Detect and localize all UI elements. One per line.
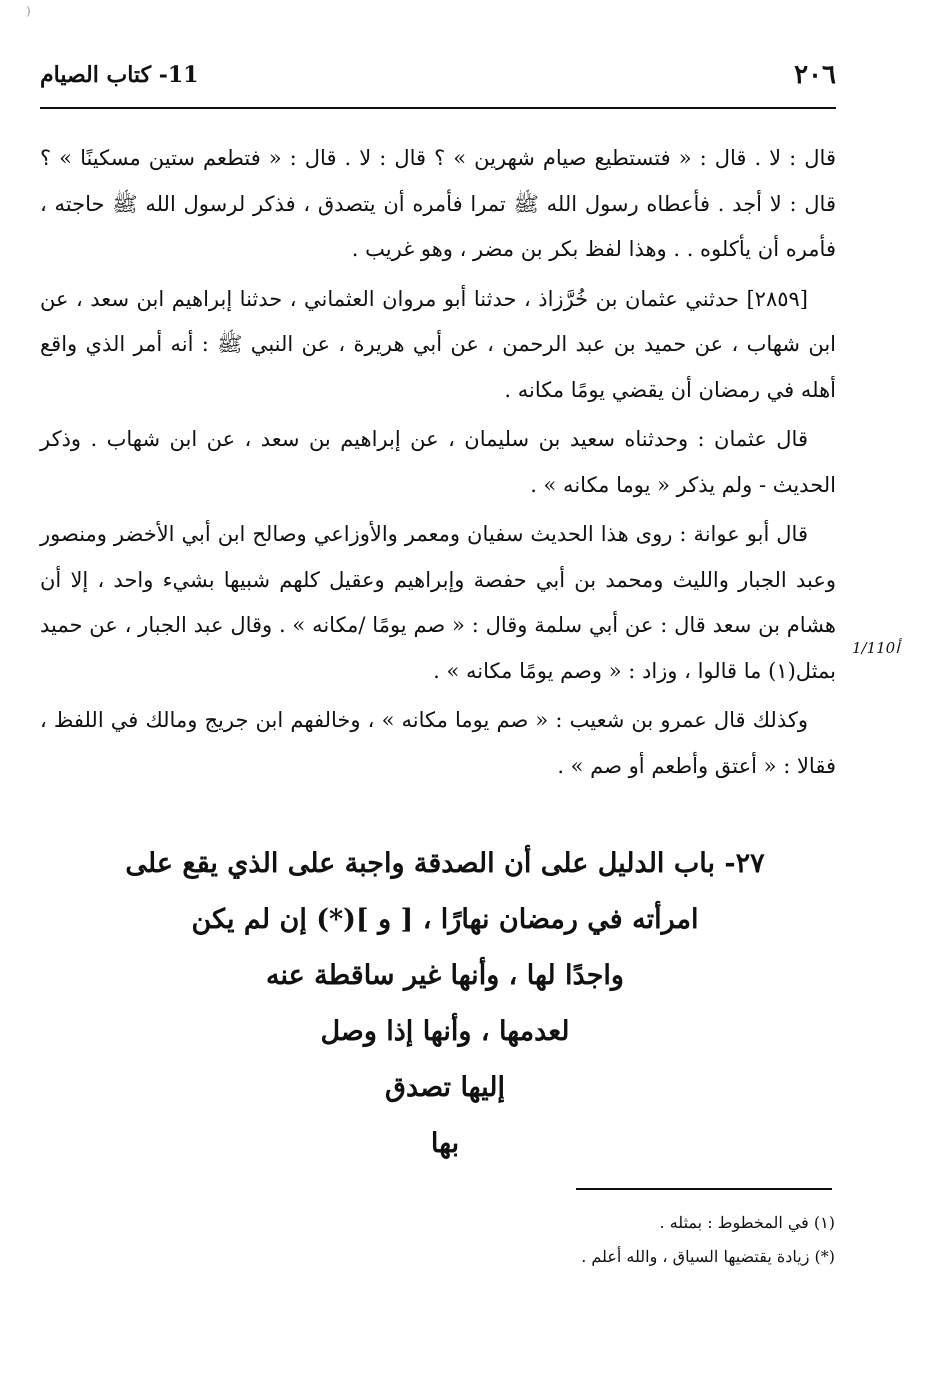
chapter-heading-line: لعدمها ، وأنها إذا وصل — [320, 1016, 570, 1047]
footnote-asterisk: (*) زيادة يقتضيها السياق ، والله أعلم . — [581, 1247, 835, 1266]
manuscript-folio-note: 1/110أ — [852, 639, 900, 657]
scan-corner-mark: ) — [26, 4, 31, 18]
chapter-heading-line: واجدًا لها ، وأنها غير ساقطة عنه — [266, 960, 624, 991]
paragraph-1: قال : لا . قال : « فتستطيع صيام شهرين » ؟ قال : لا . قال : « فتطعم ستين مسكينًا » ؟ قال : لا أجد . فأعطاه رسول الله ﷺ تمرا فأمره أن يتصدق ، فذكر لرسول الله ﷺ حاجته ، فأمره أن يأكلوه . . وهذا لفظ بكر بن مضر ، وهو غريب . — [40, 146, 836, 261]
footnote-divider — [576, 1188, 832, 1190]
footnote-1: (١) في المخطوط : بمثله . — [659, 1213, 835, 1232]
page-number: ٢٠٦ — [794, 60, 836, 90]
chapter-heading-line: إليها تصدق — [385, 1072, 505, 1103]
page-header — [40, 58, 836, 98]
paragraph-amr-ibn-shuayb: وكذلك قال عمرو بن شعيب : « صم يوما مكانه » ، وخالفهم ابن جريج ومالك في اللفظ ، فقالا : « أعتق وأطعم أو صم » . — [40, 708, 836, 778]
chapter-heading-line: بها — [430, 1128, 460, 1159]
header-divider — [40, 107, 836, 109]
chapter-heading — [60, 836, 830, 1172]
paragraph-uthman: قال عثمان : وحدثناه سعيد بن سليمان ، عن إبراهيم بن سعد ، عن ابن شهاب . وذكر الحديث - ولم يذكر « يوما مكانه » . — [40, 427, 836, 497]
main-text — [40, 136, 836, 793]
footnotes — [300, 1206, 835, 1274]
chapter-heading-line: ٢٧- باب الدليل على أن الصدقة واجبة على الذي يقع على — [125, 848, 765, 879]
book-title: 11- كتاب الصيام — [40, 62, 199, 88]
paragraph-abu-awana: قال أبو عوانة : روى هذا الحديث سفيان ومعمر والأوزاعي وصالح ابن أبي الأخضر ومنصور وعبد الجبار والليث ومحمد بن أبي حفصة وإبراهيم وعقيل كلهم شبيها بشيء واحد ، إلا أن هشام بن سعد قال : عن أبي سلمة وقال : « صم يومًا /مكانه » . وقال عبد الجبار ، عن حميد بمثل(١) ما قالوا ، وزاد : « وصم يومًا مكانه » . — [40, 522, 836, 683]
chapter-heading-line: امرأته في رمضان نهارًا ، [ و ](*) إن لم يكن — [191, 904, 699, 935]
paragraph-hadith-2859: [٢٨٥٩] حدثني عثمان بن خُرَّزاذ ، حدثنا أبو مروان العثماني ، حدثنا إبراهيم ابن سعد ، عن ابن شهاب ، عن حميد بن عبد الرحمن ، عن أبي هريرة ، عن النبي ﷺ : أنه أمر الذي واقع أهله في رمضان أن يقضي يومًا مكانه . — [40, 286, 836, 402]
